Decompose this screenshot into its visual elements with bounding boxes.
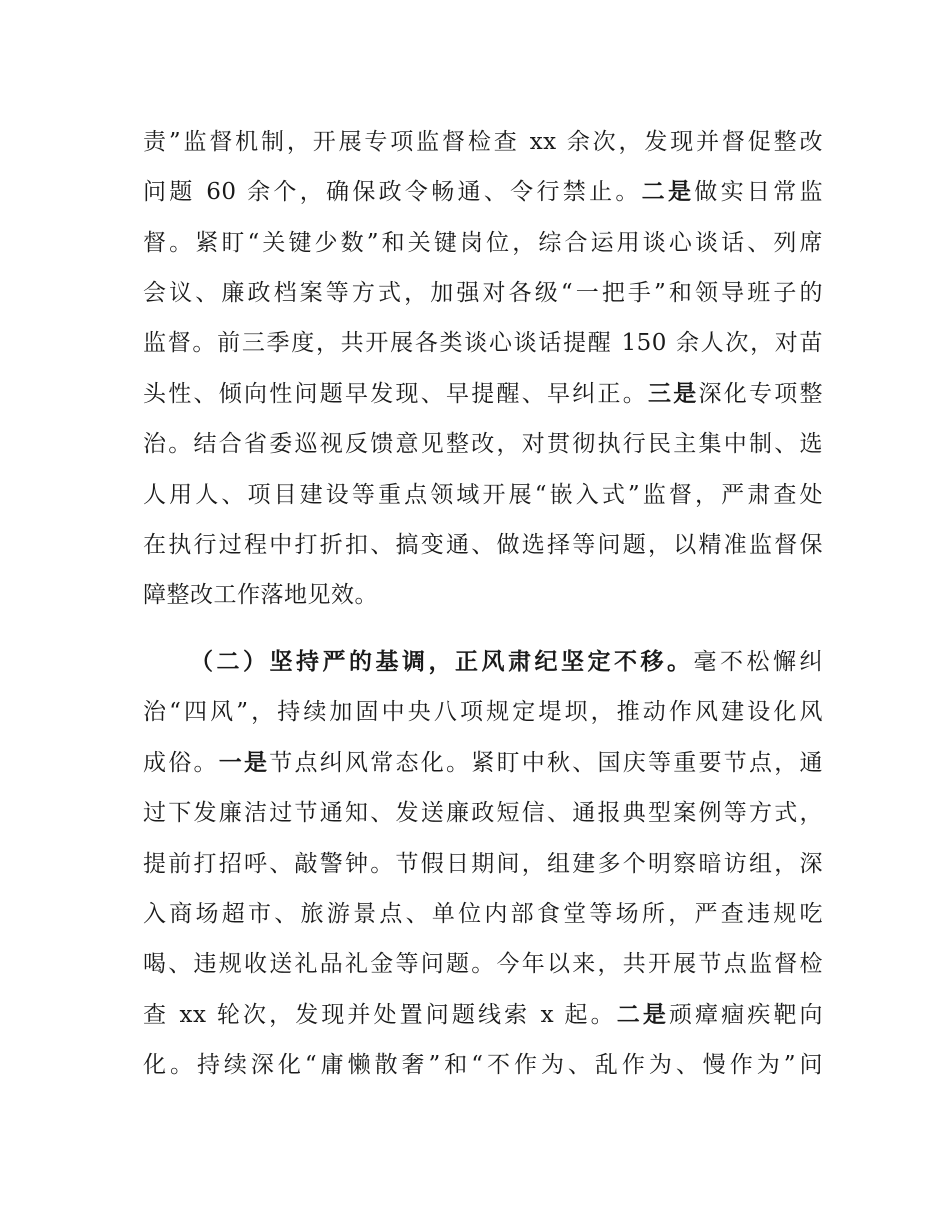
p2-line-4: 过下发廉洁过节通知、发送廉政短信、通报典型案例等方式， [143, 800, 823, 826]
p2-line-8-rest: 顽瘴痼疾靶向 [668, 1002, 823, 1028]
p1-line-2-text: 问题 60 余个，确保政令畅通、令行禁止。 [143, 179, 642, 205]
p1-line-3: 督。紧盯“关键少数”和关键岗位，综合运用谈心谈话、列席 [143, 230, 823, 256]
p1-line-6-rest: 深化专项整 [698, 381, 823, 407]
p1-line-6-text: 头性、倾向性问题早发现、早提醒、早纠正。 [143, 381, 648, 407]
p2-line-1-rest: 毫不松懈纠 [693, 649, 823, 675]
p1-marker-erShi: 二是 [641, 179, 695, 205]
p1-marker-sanShi: 三是 [648, 381, 699, 407]
p2-line-6: 入商场超市、旅游景点、单位内部食堂等场所，严查违规吃 [143, 901, 823, 927]
p1-line-9: 在执行过程中打折扣、搞变通、做选择等问题，以精准监督保 [143, 532, 823, 558]
p2-line-3 [143, 748, 823, 778]
p2-heading: （二）坚持严的基调，正风肃纪坚定不移。 [190, 649, 694, 675]
p2-line-1 [190, 647, 823, 677]
p2-line-3-text: 成俗。 [143, 750, 219, 776]
p2-line-8 [143, 1000, 823, 1030]
p1-line-5: 监督。前三季度，共开展各类谈心谈话提醒 150 余人次，对苗 [143, 330, 823, 356]
p2-marker-yiShi: 一是 [218, 750, 270, 776]
p1-line-6 [143, 379, 823, 409]
p1-line-1: 责”监督机制，开展专项监督检查 xx 余次，发现并督促整改 [143, 129, 823, 155]
p2-marker-erShi: 二是 [616, 1002, 669, 1028]
p2-line-8-text: 查 xx 轮次，发现并处置问题线索 x 起。 [143, 1002, 617, 1028]
p2-line-9: 化。持续深化“庸懒散奢”和“不作为、乱作为、慢作为”问 [143, 1052, 823, 1078]
p1-line-7: 治。结合省委巡视反馈意见整改，对贯彻执行民主集中制、选 [143, 431, 823, 457]
p2-line-2: 治“四风”，持续加固中央八项规定堤坝，推动作风建设化风 [143, 699, 823, 725]
p2-line-7: 喝、违规收送礼品礼金等问题。今年以来，共开展节点监督检 [143, 951, 823, 977]
p2-line-3-rest: 节点纠风常态化。紧盯中秋、国庆等重要节点，通 [269, 750, 823, 776]
p1-line-10: 障整改工作落地见效。 [143, 582, 378, 608]
p2-line-5: 提前打招呼、敲警钟。节假日期间，组建多个明察暗访组，深 [143, 851, 823, 877]
p1-line-4: 会议、廉政档案等方式，加强对各级“一把手”和领导班子的 [143, 280, 823, 306]
p1-line-2 [143, 177, 823, 207]
p1-line-2-rest: 做实日常监 [694, 179, 823, 205]
p1-line-8: 人用人、项目建设等重点领域开展“嵌入式”监督，严肃查处 [143, 482, 823, 508]
